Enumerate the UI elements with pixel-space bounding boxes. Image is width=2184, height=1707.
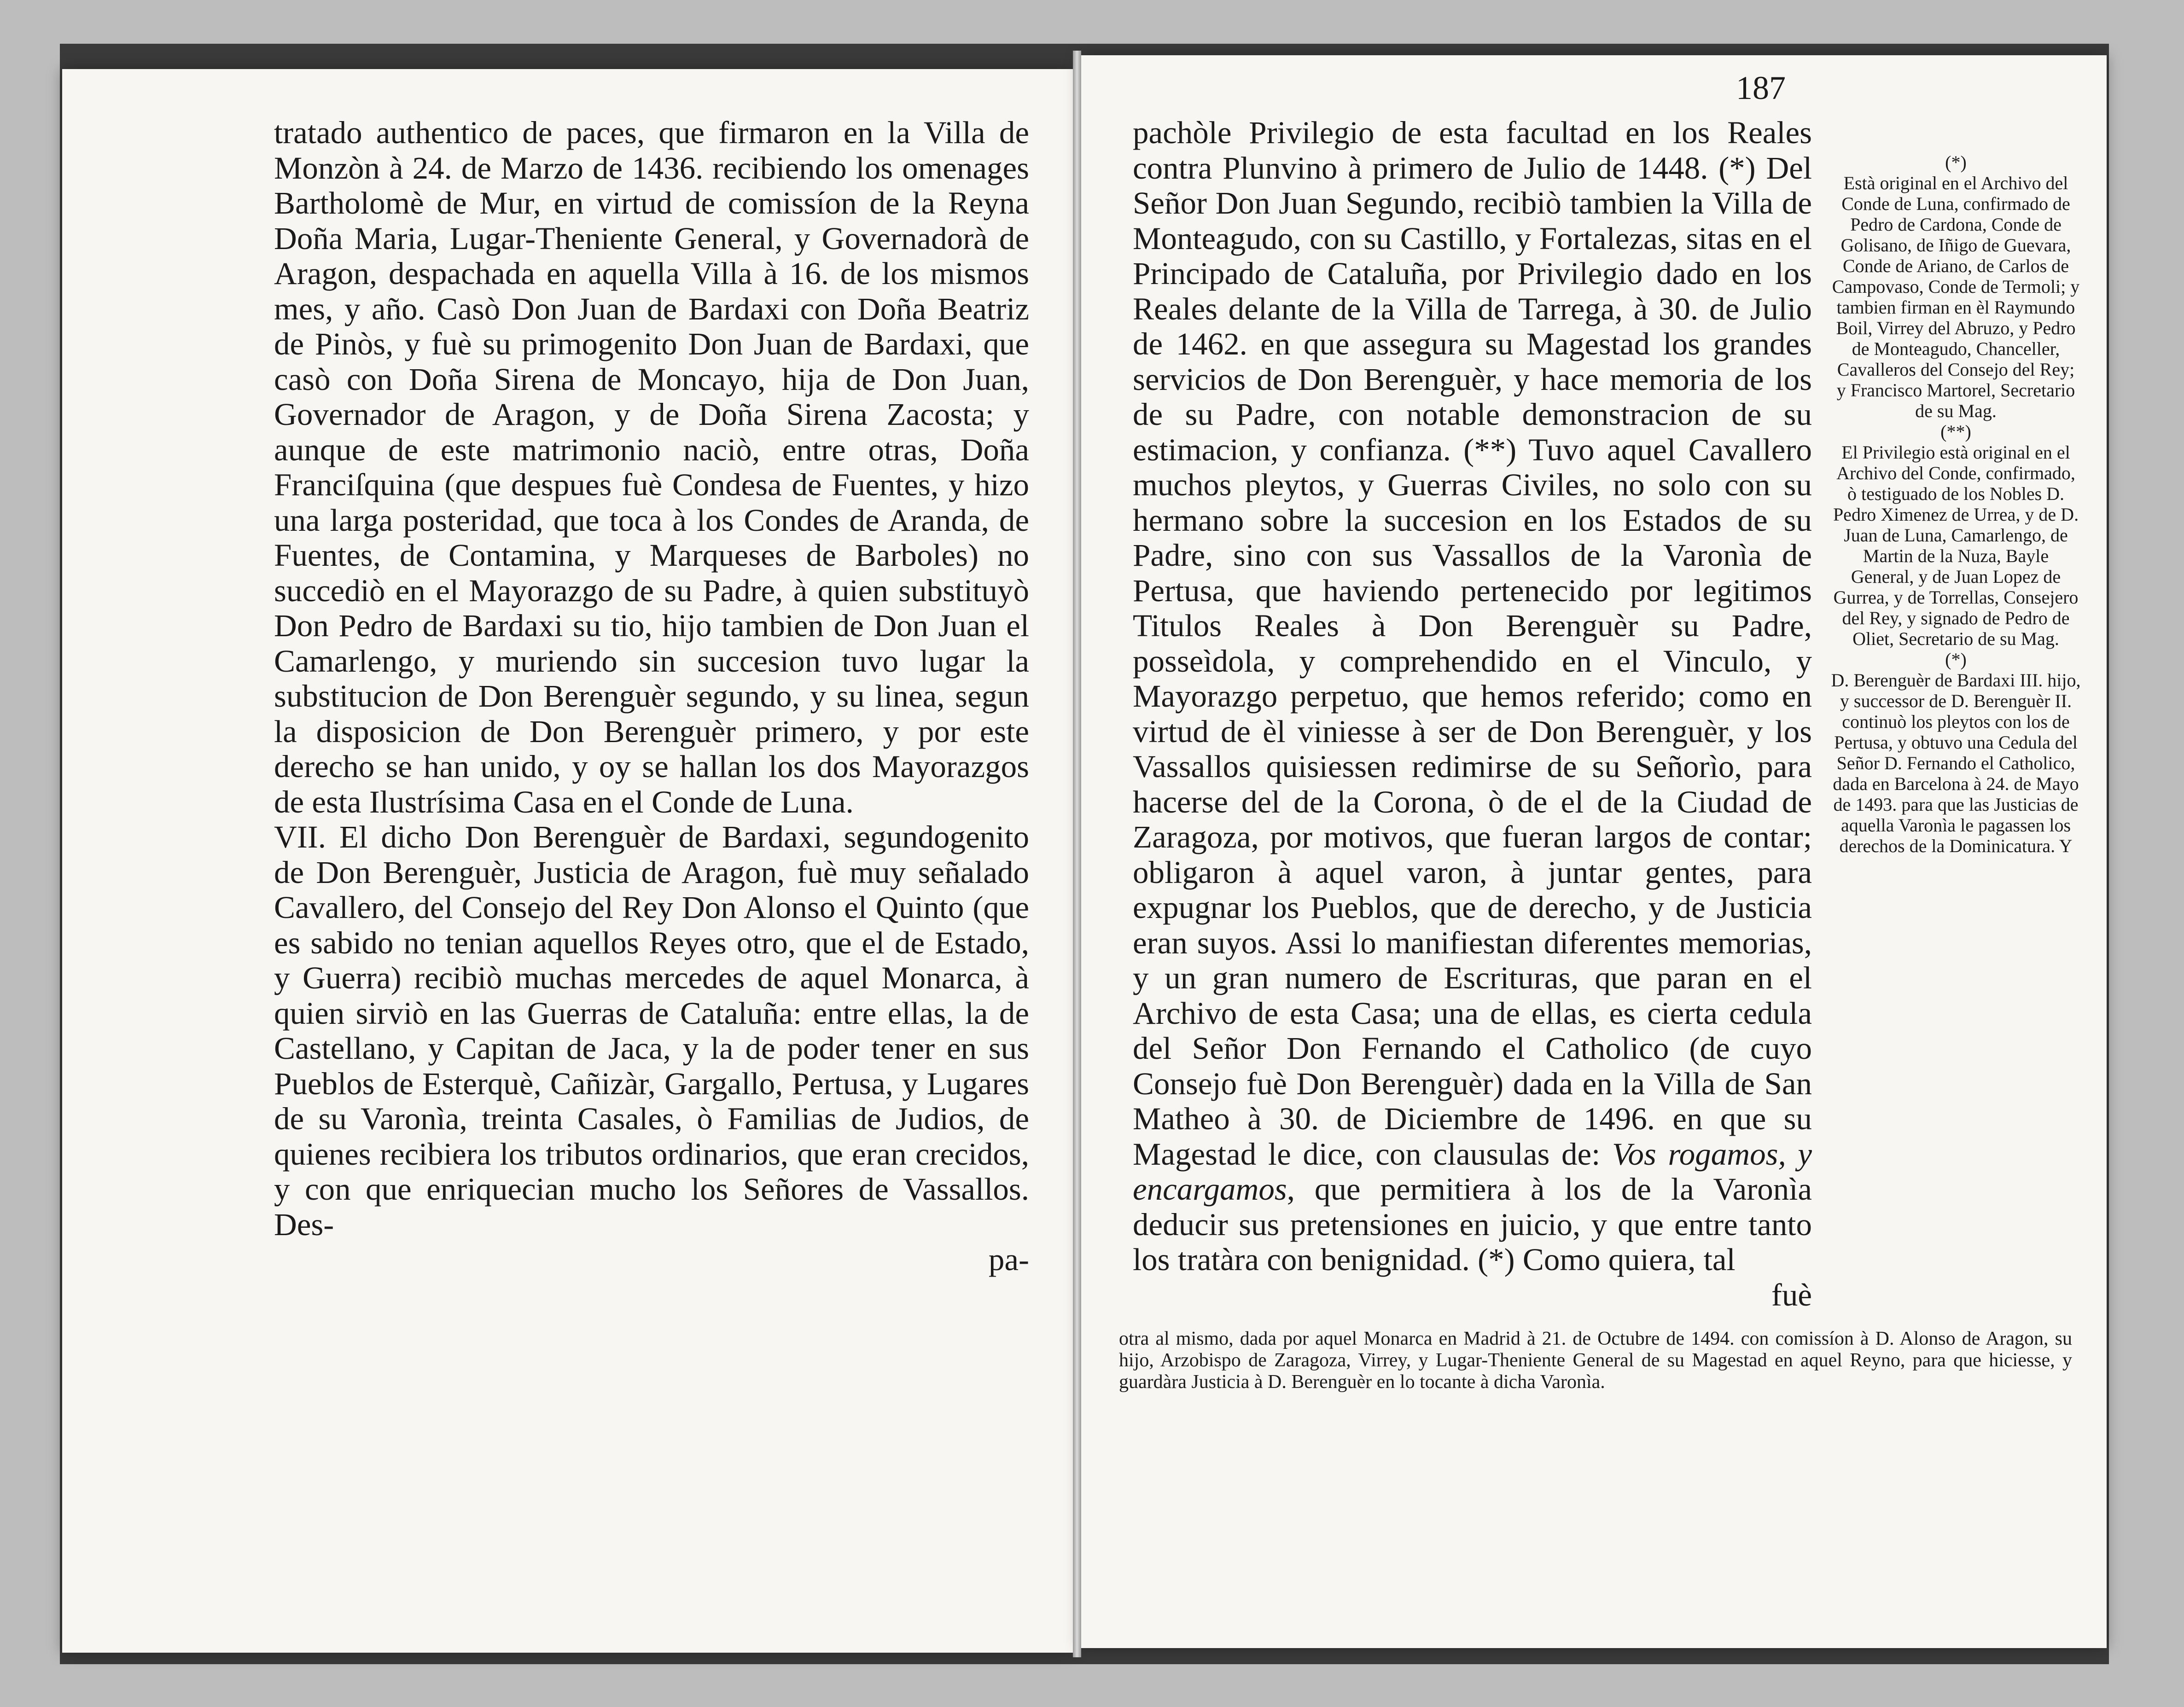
- margin-note-mark: (*): [1945, 649, 1967, 670]
- book-gutter: [1073, 51, 1081, 1657]
- right-paragraph: [1133, 115, 1812, 1277]
- margin-note-mark: (*): [1945, 152, 1967, 173]
- footnote-continuation: otra al mismo, dada por aquel Monarca en Madrid à 21. de Octubre de 1494. con comissíon à D. Alonso de Aragon, su hijo, Arzobispo de Zaragoza, Virrey, y Lugar-Theniente General de su Magestad en aquel Reyno, para que hiciesse, y guardàra Justicia à D. Berenguèr en lo tocante à dicha Varonìa.: [1119, 1328, 2072, 1393]
- right-text-part-1: pachòle Privilegio de esta facultad en los Reales contra Plunvino à primero de Julio de 1448. (*) Del Señor Don Juan Segundo, recibiò tambien la Villa de Monteagudo, con su Castillo, y Fortalezas, sitas en el Principado de Cataluña, por Privilegio dado en los Reales delante de la Villa de Tarrega, à 30. de Julio de 1462. en que assegura su Magestad los grandes servicios de Don Berenguèr, y hace memoria de los de su Padre, con notable demonstracion de su estimacion, y confianza. (**) Tuvo aquel Cavallero muchos pleytos, y Guerras Civiles, no solo con su hermano sobre la succesion en los Estados de su Padre, sino con sus Vassallos de la Varonìa de Pertusa, que haviendo pertenecido por legitimos Titulos Reales à Don Berenguèr su Padre, posseìdola, y comprehendido en el Vinculo, y Mayorazgo perpetuo, que hemos referido; como en virtud de èl viniesse à ser de Don Berenguèr, y los Vassallos quisiessen redimirse de su Señorìo, para hacerse del de la Corona, ò de el de la Ciudad de Zaragoza, por motivos, que fueran largos de contar; obligaron à aquel varon, à juntar gentes, para expugnar los Pueblos, que de derecho, y de Justicia eran suyos. Assi lo manifiestan diferentes memorias, y un gran numero de Escrituras, que paran en el Archivo de esta Casa; una de ellas, es cierta cedula del Señor Don Fernando el Catholico (de cuyo Consejo fuè Don Berenguèr) dada en la Villa de San Matheo à 30. de Diciembre de 1496. en que su Magestad le dice, con clausulas de:: [1133, 115, 1812, 1172]
- italic-quote: Vos rogamos, y encargamos: [1133, 1136, 1812, 1207]
- left-page-body: [274, 115, 1029, 1277]
- margin-note: Està original en el Archivo del Conde de Luna, confirmado de Pedro de Cardona, Conde de Golisano, de Iñigo de Guevara, Conde de Ariano, de Carlos de Campovaso, Conde de Termoli; y tambien firman en èl Raymundo Boil, Virrey del Abruzo, y Pedro de Monteagudo, Chanceller, Cavalleros del Consejo del Rey; y Francisco Martorel, Secretario de su Mag.: [1832, 173, 2080, 421]
- right-catchword: fuè: [1771, 1277, 1812, 1312]
- right-text-part-2: , que permitiera à los de la Varonìa deducir sus pretensiones en juicio, y que entre tanto los tratàra con benignidad. (*) Como quiera, tal: [1133, 1172, 1812, 1277]
- page-number: 187: [1736, 70, 1786, 106]
- margin-note: D. Berenguèr de Bardaxi III. hijo, y successor de D. Berenguèr II. continuò los pleytos con los de Pertusa, y obtuvo una Cedula del Señor D. Fernando el Catholico, dada en Barcelona à 24. de Mayo de 1493. para que las Justicias de aquella Varonìa le pagassen los derechos de la Dominicatura. Y: [1831, 670, 2081, 856]
- left-catchword: pa-: [988, 1242, 1029, 1277]
- left-paragraph-1: tratado authentico de paces, que firmaron en la Villa de Monzòn à 24. de Marzo de 1436. recibiendo los omenages Bartholomè de Mur, en virtud de comissíon de la Reyna Doña Maria, Lugar-Theniente General, y Governadorà de Aragon, despachada en aquella Villa à 16. de los mismos mes, y año. Casò Don Juan de Bardaxi con Doña Beatriz de Pinòs, y fuè su primogenito Don Juan de Bardaxi, que casò con Doña Sirena de Moncayo, hija de Don Juan, Governador de Aragon, y de Doña Sirena Zacosta; y aunque de este matrimonio naciò, entre otras, Doña Franciſquina (que despues fuè Condesa de Fuentes, y hizo una larga posteridad, que toca à los Condes de Aranda, de Fuentes, de Contamina, y Marqueses de Barboles) no succediò en el Mayorazgo de su Padre, à quien substituyò Don Pedro de Bardaxi su tio, hijo tambien de Don Juan el Camarlengo, y muriendo sin succesion tuvo lugar la substitucion de Don Berenguèr segundo, y su linea, segun la disposicion de Don Berenguèr primero, y por este derecho se han unido, y oy se hallan los dos Mayorazgos de esta Ilustrísima Casa en el Conde de Luna.: [274, 115, 1029, 819]
- margin-note-mark: (**): [1940, 421, 1971, 442]
- left-paragraph-2: VII. El dicho Don Berenguèr de Bardaxi, segundogenito de Don Berenguèr, Justicia de Aragon, fuè muy señalado Cavallero, del Consejo del Rey Don Alonso el Quinto (que es sabido no tenian aquellos Reyes otro, que el de Estado, y Guerra) recibiò muchas mercedes de aquel Monarca, à quien sirviò en las Guerras de Cataluña: entre ellas, la de Castellano, y Capitan de Jaca, y la de poder tener en sus Pueblos de Esterquè, Cañizàr, Gargallo, Pertusa, y Lugares de su Varonìa, treinta Casales, ò Familias de Judios, de quienes recibiera los tributos ordinarios, que eran crecidos, y con que enriquecian mucho los Señores de Vassallos. Des-: [274, 819, 1029, 1242]
- right-page-body: [1133, 115, 1812, 1312]
- margin-note: El Privilegio està original en el Archivo del Conde, confirmado, ò testiguado de los Nobles D. Pedro Ximenez de Urrea, y de D. Juan de Luna, Camarlengo, de Martin de la Nuza, Bayle General, y de Juan Lopez de Gurrea, y de Torrellas, Consejero del Rey, y signado de Pedro de Oliet, Secretario de su Mag.: [1833, 442, 2079, 649]
- margin-notes: [1830, 152, 2081, 856]
